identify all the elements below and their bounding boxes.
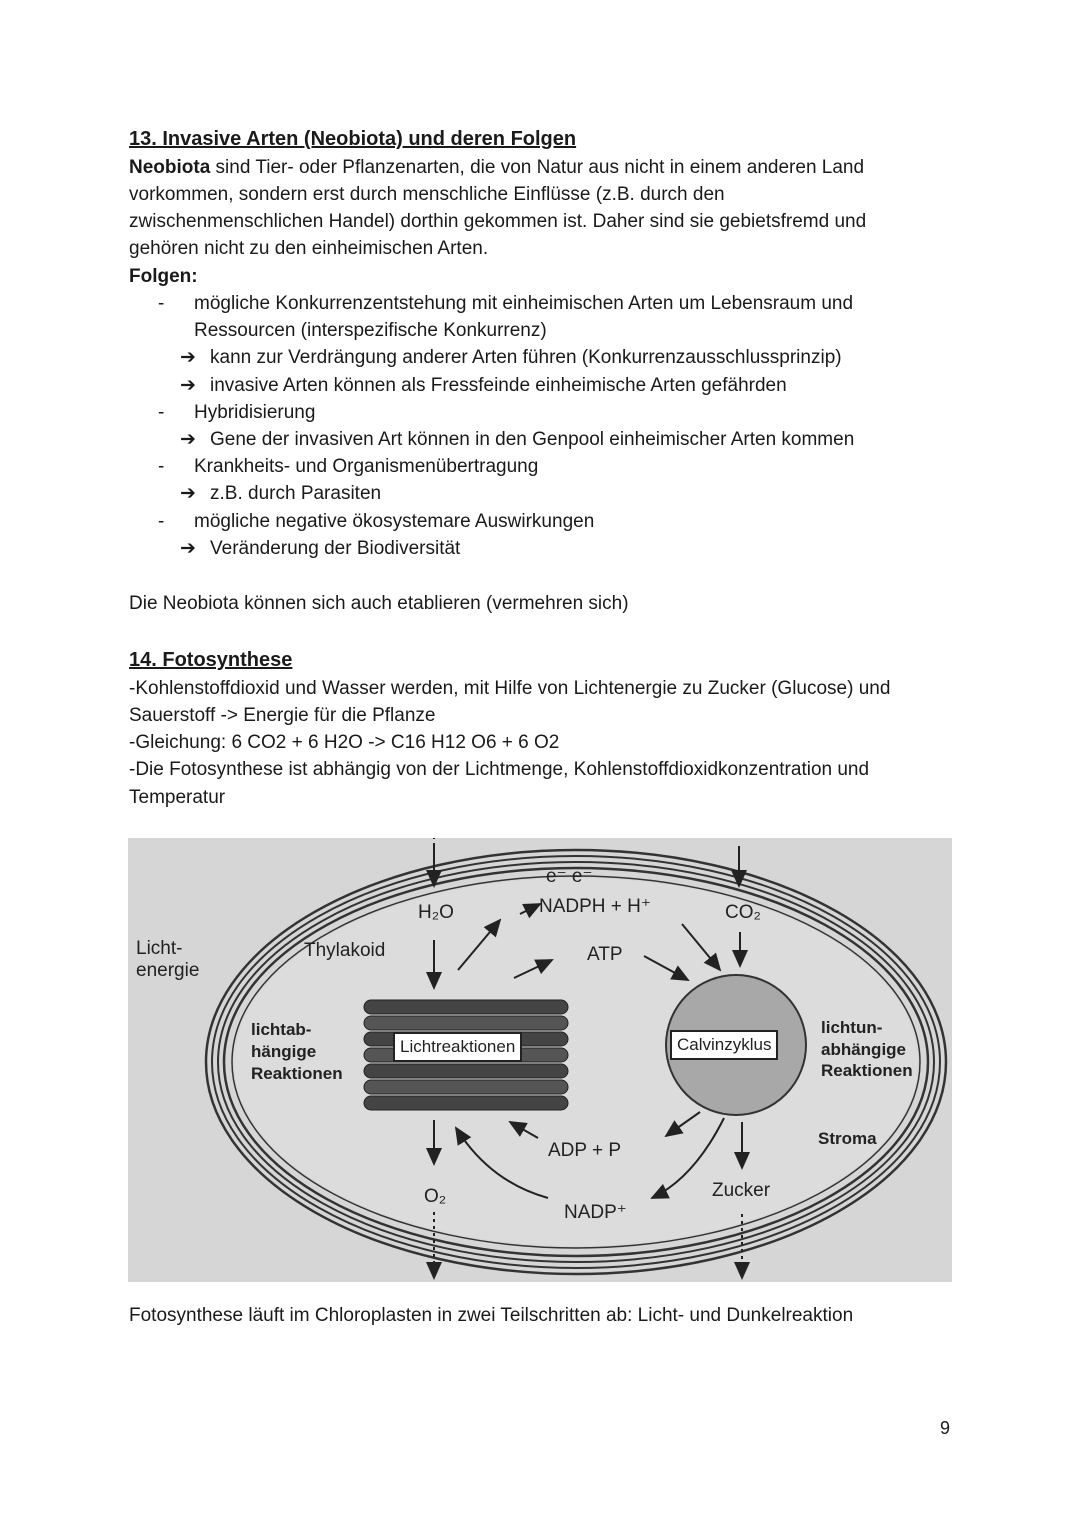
energie-label: energie [136, 960, 200, 981]
h2o-label: H₂O [418, 902, 454, 923]
arrow-item: ➔ Gene der invasiven Art können in den Genpool einheimischer Arten kommen [180, 426, 854, 453]
neobiota-term: Neobiota [129, 157, 211, 178]
arrow-icon: ➔ [180, 375, 196, 396]
intro-text: sind Tier- oder Pflanzenarten, die von Natur aus nicht in einem anderen Land [210, 157, 865, 178]
chloroplast-diagram [128, 838, 952, 1282]
arrow-icon: ➔ [180, 429, 196, 450]
page-number: 9 [940, 1418, 951, 1438]
reaktionen-right-label: Reaktionen [821, 1061, 913, 1080]
reaktionen-label: Reaktionen [251, 1064, 343, 1083]
o2-label: O₂ [424, 1186, 447, 1207]
arrow-item: ➔ z.B. durch Parasiten [180, 480, 381, 507]
lichtab-label: lichtab- [251, 1020, 312, 1039]
section-14-title: 14. Fotosynthese [129, 649, 293, 671]
arrow-icon: ➔ [180, 538, 196, 559]
intro-line-2: vorkommen, sondern erst durch menschliche Einflüsse (z.B. durch den [129, 184, 725, 205]
folgen-label: Folgen: [129, 266, 198, 287]
nadph-label: NADPH + H⁺ [539, 896, 651, 917]
bullet-dash: - [158, 293, 165, 314]
closing-text: Die Neobiota können sich auch etablieren (vermehren sich) [129, 593, 629, 614]
section-13-title: 13. Invasive Arten (Neobiota) und deren Folgen [129, 128, 577, 150]
fs-line-5: Temperatur [129, 787, 226, 808]
bullet-dash: - [158, 402, 165, 423]
intro-line-3: zwischenmenschlichen Handel) dorthin gekommen ist. Daher sind sie gebietsfremd und [129, 211, 867, 232]
fs-line-4: -Die Fotosynthese ist abhängig von der Lichtmenge, Kohlenstoffdioxidkonzentration und [129, 759, 870, 780]
item-3: Krankheits- und Organismenübertragung [194, 456, 539, 477]
item-2: Hybridisierung [194, 402, 316, 423]
fs-equation: -Gleichung: 6 CO2 + 6 H2O -> C16 H12 O6 + 6 O2 [129, 732, 560, 753]
thylakoid-label: Thylakoid [304, 940, 386, 961]
calvinzyklus-box: Calvinzyklus [670, 1030, 778, 1060]
arrow-item: ➔ invasive Arten können als Fressfeinde einheimische Arten gefährden [180, 372, 787, 399]
licht-label: Licht- [136, 938, 183, 959]
nadp-label: NADP⁺ [564, 1202, 627, 1223]
bullet-dash: - [158, 456, 165, 477]
co2-label: CO₂ [725, 902, 761, 923]
arrow-item: ➔ kann zur Verdrängung anderer Arten führen (Konkurrenzausschlussprinzip) [180, 344, 842, 371]
intro-line-4: gehören nicht zu den einheimischen Arten. [129, 238, 489, 259]
fs-line-1: -Kohlenstoffdioxid und Wasser werden, mit Hilfe von Lichtenergie zu Zucker (Glucose) und [129, 678, 891, 699]
arrow-item: ➔ Veränderung der Biodiversität [180, 535, 460, 562]
item-4: mögliche negative ökosystemare Auswirkungen [194, 511, 595, 532]
lichtun-label: lichtun- [821, 1018, 883, 1037]
intro-line-1 [129, 154, 864, 181]
zucker-label: Zucker [712, 1180, 771, 1201]
atp-label: ATP [587, 944, 623, 965]
item-1: mögliche Konkurrenzentstehung mit einheimischen Arten um Lebensraum und [194, 293, 854, 314]
arrow-icon: ➔ [180, 483, 196, 504]
diagram-caption: Fotosynthese läuft im Chloroplasten in zwei Teilschritten ab: Licht- und Dunkelreaktion [129, 1305, 854, 1326]
bullet-dash: - [158, 511, 165, 532]
stroma-label: Stroma [818, 1129, 877, 1148]
electrons-label: e⁻ e⁻ [546, 866, 593, 887]
item-1-cont: Ressourcen (interspezifische Konkurrenz) [194, 320, 547, 341]
fs-line-2: Sauerstoff -> Energie für die Pflanze [129, 705, 436, 726]
abhaengige-label: abhängige [821, 1040, 907, 1059]
haengige-label: hängige [251, 1042, 317, 1061]
stroma-area [234, 878, 918, 1246]
adp-label: ADP + P [548, 1140, 622, 1161]
arrow-icon: ➔ [180, 347, 196, 368]
lichtreaktionen-box: Lichtreaktionen [393, 1032, 522, 1062]
